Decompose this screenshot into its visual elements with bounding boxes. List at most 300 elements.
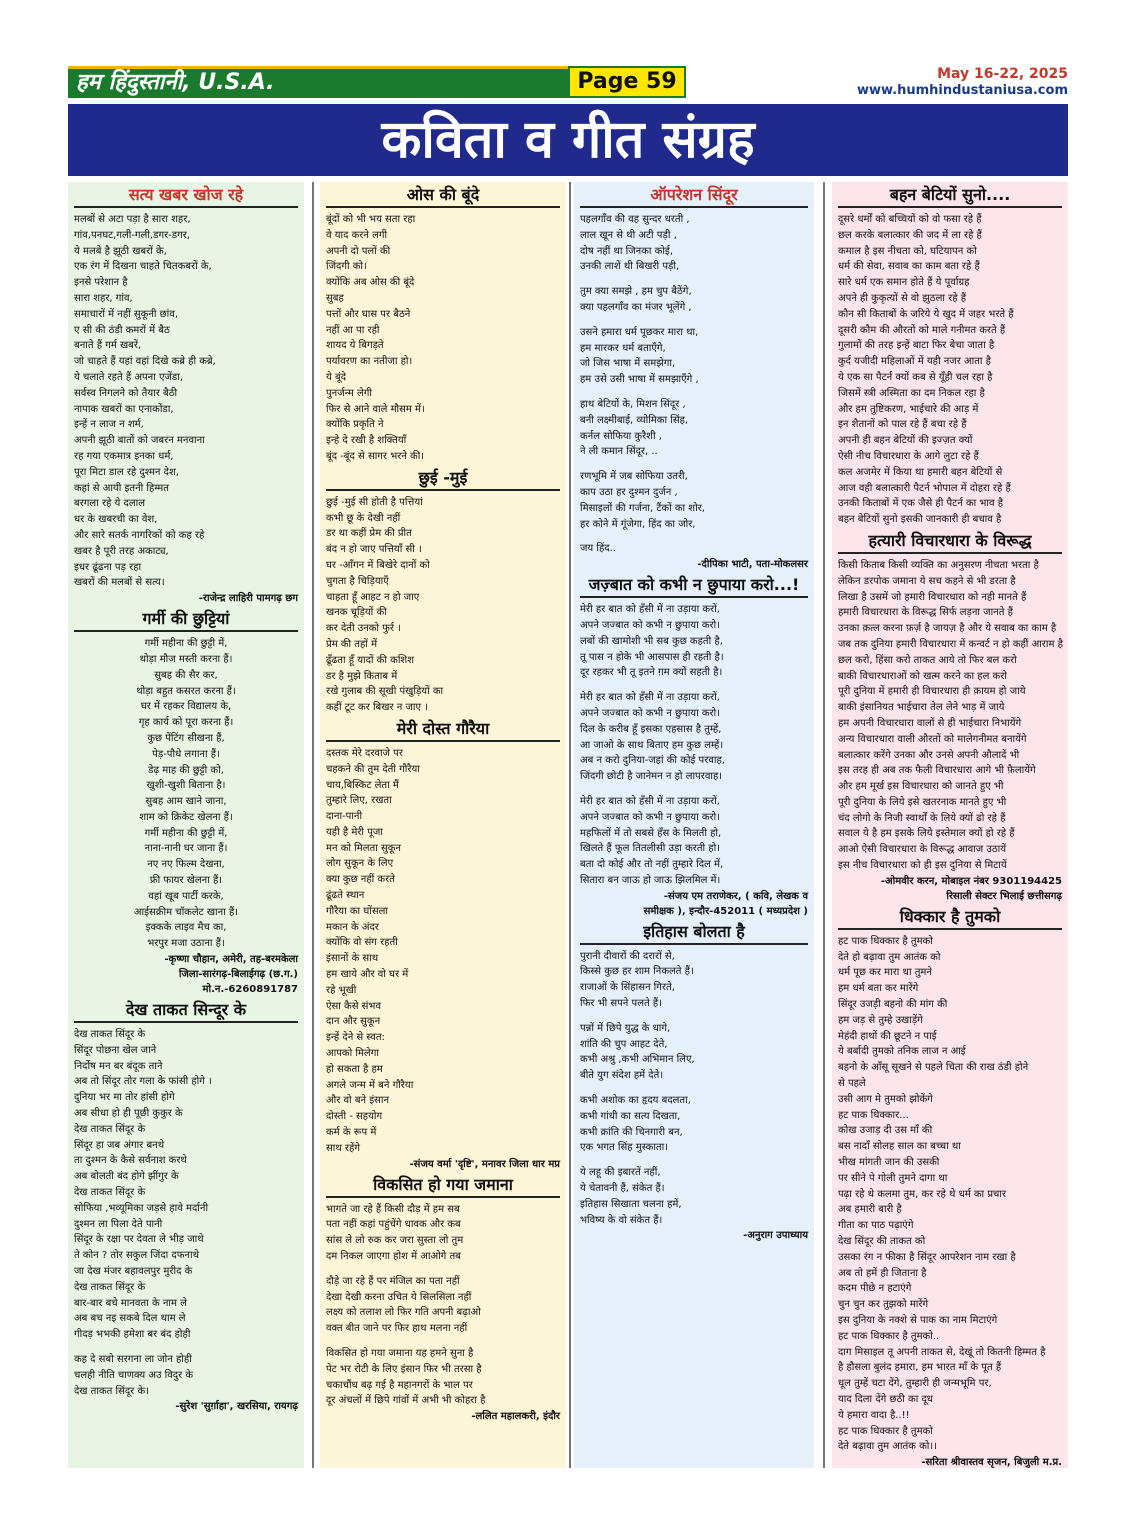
poem-line: सारे धर्म एक समान होते हैं ये पूर्वाग्रह — [838, 277, 970, 289]
poem-line: सिंदूर हा जब अंगार बनथे — [74, 1139, 165, 1151]
poem-title: छुई -मुई — [326, 467, 560, 491]
poem-line: डर था कहीं प्रेम की प्रीत — [326, 528, 412, 540]
poem-line: महफिलों में तो सबसे हँस के मिलती हो, — [580, 827, 722, 839]
poem-line: उनका क़त्ल करना फ़र्ज़ है जायज़ है और ये सवाब का काम है — [838, 623, 1057, 635]
poem-line: घर -आँगन में बिखेरे दानों को — [326, 559, 430, 571]
poem-line: गर्मी महीना की छुट्टी में, — [144, 638, 228, 650]
poem-line: सुबह की सैर कर, — [154, 669, 218, 681]
poem-line: इन्हें देने से स्वत: — [326, 1032, 385, 1044]
poem-title: धिक्कार है तुमको — [838, 906, 1062, 930]
poem-line: देख सिंदूर की ताकत को — [838, 1236, 926, 1248]
poem-line: दिल के करीब हूँ इसका एहसास है तुम्हें, — [580, 723, 722, 735]
poem-line: नए नए फिल्म देखना, — [147, 859, 225, 871]
poem-line: कर्म के रूप में — [326, 1127, 377, 1139]
poem-line: सारा शहर, गांव, — [74, 292, 133, 304]
poem-line: ऐसा कैसे संभव — [326, 1000, 382, 1012]
poem-line: दस्तक मेरे दरवाजे पर — [326, 747, 403, 759]
poem-line: चुगता है चिड़ियाएँ — [326, 575, 389, 587]
poem-line: लोग सुकून के लिए — [326, 858, 394, 870]
author-line: -संजय एम तराणेकर, ( कवि, लेखक व — [663, 890, 808, 902]
poem-line: अब सीधा हो ही पूछी कुकुर के — [74, 1108, 183, 1120]
poem-line: गृह कार्य को पूरा करना हैं। — [138, 717, 234, 729]
poem-line: बाकी इंसानियत भाईचारा तेल लेने भाड़ में जाये — [838, 702, 1005, 714]
poem-line: ये चलाते रहते हैं अपना एजेंडा, — [74, 371, 184, 383]
author-line: समीक्षक ), इन्दौर-452011 ( मध्यप्रदेश ) — [643, 905, 808, 917]
poem-line: कोख उजाड़ दी उस माँ की — [838, 1125, 933, 1137]
poem-line: ये हमारा वादा है..!! — [838, 1409, 910, 1421]
column-divider — [312, 182, 314, 1468]
poem-line: अब तो हमें ही जिताना है — [838, 1267, 927, 1279]
poem-line: पूरा मिटा डाल रहे दुश्मन देश, — [74, 466, 179, 478]
poem-line: डर है मुझे किताब में — [326, 670, 398, 682]
poem-line: बीते युग संदेश हमें देते। — [580, 1070, 664, 1082]
poem-line: हम मारकर धर्म बताएँगे, — [580, 342, 666, 354]
poem-line: शाम को क्रिकेट खेलना हैं। — [139, 811, 233, 823]
poem-line: आईसक्रीम चॉकलेट खाना हैं। — [133, 906, 239, 918]
poem-line: लक्ष्य को तलाश लो फिर गति अपनी बढ़ाओ — [326, 1307, 481, 1319]
poem-line: पत्तों और घास पर बैठने — [326, 308, 411, 320]
poem-line: रखे गुलाब की सूखी पंखुड़ियों का — [326, 686, 444, 698]
poem-line: अब हमारी बारी है — [838, 1204, 902, 1216]
poem-line: फिर भी सपने पलते हैं। — [580, 998, 662, 1010]
poem-line: अपने जज्बात को कभी न छुपाया करो। — [580, 619, 721, 631]
poem-body — [74, 212, 298, 591]
poem-author: -सुरेश 'सुर्ग़ाहा', खरसिया, रायगढ़ — [175, 1401, 298, 1413]
poem-body — [326, 495, 560, 716]
poem-line: पन्नों में छिपे युद्ध के धागे, — [580, 1022, 671, 1034]
poem-line: अपने ही कुकृत्यों से वो झुठला रहे हैं — [838, 292, 967, 304]
poem-line: जब तक दुनिया हमारी विचारधारा में कन्वर्ट न हो कहीं आराम है — [838, 638, 1063, 650]
poem-line: तुम क्या समझे , हम चुप बैठेंगे, — [580, 286, 692, 298]
poem-line: अब न करो दुनिया-जहां की कोई परवाह, — [580, 755, 725, 767]
poem-line: कुछ पेंटिंग सीखना हैं, — [147, 732, 225, 744]
poem-line: मकान के अंदर — [326, 921, 379, 933]
poem-line: बता दो कोई और तो नहीं तुम्हारे दिल में, — [580, 859, 724, 871]
poem-title: इतिहास बोलता है — [580, 921, 808, 945]
poem-line: मेरी हर बात को हँसी में ना उड़ाया करों, — [580, 604, 720, 616]
poem-line: समाचारों में नहीं सुकूनी छांव, — [74, 308, 179, 320]
poem-line: साथ रहेंगे — [326, 1142, 360, 1154]
poem-line: इधर ढूंढना पड़ रहा — [74, 561, 142, 573]
poem-line — [580, 460, 808, 469]
poem-line: थोड़ा बहुत कसरत करना हैं। — [136, 685, 236, 697]
poem-author — [838, 874, 1062, 904]
poem-line: मेहंदी हाथों की छूटने न पाई — [838, 1030, 937, 1042]
poem-line: अपनी ही बहन बेटियों की इज्ज़त क्यों — [838, 435, 973, 447]
poem-line: मलबों से अटा पड़ा है सारा शहर, — [74, 214, 191, 225]
poem-line: खबर है पूरी तरह अकाट्य, — [74, 545, 169, 557]
poem-line: किस्से कुछ हर शाम निकलते हैं। — [580, 966, 694, 978]
poem-line: इंसानों के साथ — [326, 953, 379, 965]
poem-line: रह गया एकमात्र इनका धर्म, — [74, 450, 174, 462]
poem-line: से पहले — [838, 1078, 866, 1090]
poem-line: बनाते हैं गर्म खबरें, — [74, 340, 142, 352]
poem-line: सर्वस्व निगलने को तैयार बैठी — [74, 387, 178, 399]
poem-line: कभी अशोक का हृदय बदलता, — [580, 1095, 691, 1107]
poem-line: हर कोने में गूंजेगा, हिंद का जोर, — [580, 518, 696, 530]
poem-title: विकसित हो गया जमाना — [326, 1174, 560, 1198]
poem-author: -ललित महालकरी, इंदौर — [471, 1411, 560, 1423]
poem-line: दाग मिसाइल तू अपनी ताकत से, देखूं तो कितनी हिम्मत है — [838, 1346, 1046, 1358]
poem-line: उनकी किताबों में एक जैसे ही पैटर्न का भाव है — [838, 498, 1004, 510]
poem-line: तू पास न होके भी आसपास ही रहती है। — [580, 651, 724, 663]
poem-line: धर्म की सेवा, सवाब का काम बता रहे हैं — [838, 261, 980, 273]
poem-line: जय हिंद.. — [580, 543, 616, 555]
poem-line: कभी क्रांति की चिनगारी बन, — [580, 1126, 683, 1138]
poem-line — [580, 388, 808, 397]
poem-line: पर्यावरण का नतीजा हो। — [326, 356, 413, 368]
poem-line: दुश्मन ला पिला देते पानी — [74, 1218, 163, 1230]
poem-line: शांति की चुप आहट देते, — [580, 1038, 668, 1050]
poem-line: पुनर्जन्म लेगी — [326, 387, 372, 399]
issue-date: May 16-22, 2025 — [937, 66, 1068, 82]
poem-line: इन शैतानों को पाल रहे हैं बचा रहे हैं — [838, 419, 967, 431]
poem-author: -राजेन्द्र लाहिरी पामगढ़ छग — [198, 593, 298, 605]
poem-line: बनी लक्ष्मीबाई, व्योमिका सिंह, — [580, 414, 689, 426]
poem-line: भरपुर मजा उठाना हैं। — [147, 938, 225, 950]
poem-title: हत्यारी विचारधारा के विरूद्ध — [838, 530, 1062, 554]
poem-body — [580, 212, 808, 557]
poem-line: यही है मेरी पूजा — [326, 826, 383, 838]
poem-author: -सरिता श्रीवास्तव सृजन, बिजुली म.प्र. — [921, 1457, 1062, 1468]
poem-line: इस दुनिया के नक्शे से पाक का नाम मिटाएंगे — [838, 1315, 998, 1326]
poem-line: सांस ले लो रुक कर जरा सुस्ता लो तुम — [326, 1235, 464, 1247]
poem-line: जो चाहते हैं यहां वहां दिखे कब्रे ही कब्रे, — [74, 356, 216, 368]
poem-line: ढूंढते स्थान — [326, 890, 365, 902]
poem-line: निर्दोष मन बर बंदूक ताने — [74, 1060, 163, 1072]
poem-line: देख ताकत सिंदूर के — [74, 1187, 146, 1199]
poem-line: बहनो के आँसू सूखने से पहले चिता की राख ठंडी होने — [838, 1062, 1029, 1074]
poem-author: -अनुराग उपाध्याय — [743, 1230, 808, 1242]
poem-line: सोफिया ,भव्यूमिका जड़से हावे मर्दानी — [74, 1202, 209, 1214]
column-divider — [569, 182, 571, 1468]
poem-line: दूसरी कौम की औरतों को माले गनीमत करते हैं — [838, 324, 1006, 336]
poem-line: पेट भर रोटी के लिए इंसान फिर भी तरसा है — [326, 1363, 482, 1375]
poem-line: मेरी हर बात को हँसी में ना उड़ाया करों, — [580, 795, 720, 807]
poem-line: लिखा है उसमें जो हमारी विचारधारा को नही मानते हैं — [838, 591, 1027, 603]
author-line: रिसाली सेक्टर भिलाई छत्तीसगढ़ — [946, 890, 1062, 902]
poem-title: बहन बेटियों सुनो.... — [838, 184, 1062, 208]
poem-line: मिसाइलों की गर्जना, टैंकों का शोर, — [580, 502, 705, 514]
poem-line: सुबह — [326, 292, 344, 304]
poem-author — [74, 952, 298, 997]
poem-line: पेड़-पौधे लगाना हैं। — [152, 748, 220, 760]
poem-line: कल अजमेर में किया था हमारी बहन बेटियों से — [838, 466, 1003, 478]
poem-line: उसने हमारा धर्म पूछकर मारा था, — [580, 326, 699, 338]
poem-line: जा देख मंजर बहावलपुर मुरीद के — [74, 1266, 193, 1278]
poem-line: याद दिला देंगे छठी का दूध — [838, 1393, 933, 1405]
poem-line: पुरानी दीवारों की दरारों से, — [580, 950, 675, 962]
poem-line: चकाचौंध बढ़ गई है महानगरों के भाल पर — [326, 1379, 473, 1391]
poem-line: देख ताकत सिंदूर के — [74, 1281, 146, 1293]
poem-line: पर सीने पे गोली तुमने दागा था — [838, 1172, 948, 1184]
poem-body — [838, 212, 1062, 528]
poem-line: भीख मांगती जान की उसकी — [838, 1157, 940, 1169]
poem-line: गुलामों की तरह इन्हें बाटा फिर बेचा जाता है — [838, 340, 995, 352]
poem-line: ये लहू की इबारतें नहीं, — [580, 1167, 661, 1179]
poem-line: वे याद करने लगी — [326, 229, 388, 241]
poem-line — [580, 785, 808, 794]
poem-line: खिलते हैं फूल तितलीसी उड़ा करती हो। — [580, 843, 721, 855]
poem-line: सवाल ये है हम इसके लिये इस्तेमाल क्यों हो रहे हैं — [838, 828, 1015, 840]
poem-line: खनक चूड़ियों की — [326, 607, 387, 619]
poem-line — [326, 1265, 560, 1274]
author-line: -कृष्णा चौहान, अमेरी, तह-बरमकेला — [164, 954, 298, 966]
poem-line: दोस्ती - सहयोग — [326, 1111, 383, 1123]
poem-line: कुर्द यजीदी महिलाओं में यही नजर आता है — [838, 356, 991, 368]
poem-line: चाय,बिस्किट लेता मैं — [326, 779, 399, 791]
column-3 — [574, 182, 814, 1468]
poem-line: एक रंग में दिखना चाहते चितकबरों के, — [74, 261, 212, 273]
poem-line: डेढ़ माह की छुट्टी को, — [148, 764, 224, 776]
poem-line: है हौसला बुलंद हमारा, हम भारत माँ के पूत हैं — [838, 1362, 1002, 1374]
poem-line: जिंदगी छोटी है जानेमन न हो लापरवाह। — [580, 771, 723, 783]
poem-body — [580, 949, 808, 1229]
poem-line — [580, 275, 808, 284]
poem-line: इस नीच विचारधारा को ही इस दुनिया से मिटायें — [838, 860, 1007, 872]
poem-line: हट पाक धिक्कार है तुमको — [838, 1425, 933, 1437]
poem-line: हम अपनी विचारधारा वालों से ही भाईचारा निभायेंगे — [838, 717, 1022, 729]
brand-name: हम हिंदुस्तानी, U.S.A. — [68, 66, 568, 98]
poem-line: हाथ बेटियों के, मिशन सिंदूर , — [580, 398, 686, 410]
poem-line: देते हो बढ़ावा तुम आतंक को — [838, 951, 941, 963]
poem-title: मेरी दोस्त गौरैया — [326, 718, 560, 742]
poem-line: पहलगाँव की वह सुन्दर धरती , — [580, 214, 690, 225]
column-1 — [68, 182, 304, 1468]
poem-line: थोड़ा मौज मस्ती करना हैं। — [139, 653, 233, 665]
poem-line: प्रेम की तहों में — [326, 638, 378, 650]
poem-line: आओ ऐसी विचारधारा के विरूद्ध आवाज उठायें — [838, 844, 1007, 856]
poem-line: दम निकल जाएगा होश में आओगे तब — [326, 1251, 461, 1263]
poem-line: दाना-पानी — [326, 811, 363, 823]
poem-line: सिंदूर उजड़ी बहनो की मांग की — [838, 999, 948, 1011]
poem-line: नापाक खबरों का एनाकोंडा, — [74, 403, 174, 415]
poem-line: इन्हें न लाज न शर्म, — [74, 419, 144, 431]
poem-line: एक भगत सिंह मुस्काता। — [580, 1142, 668, 1154]
poem-line: आज वही बलात्कारी पैटर्न भोपाल में दोहरा रहे हैं — [838, 482, 1011, 494]
poem-line: ते कोन ? तोर सकुल जिंदा दफनाथे — [74, 1250, 199, 1262]
author-line: जिला-सारंगढ़-बिलाईगढ़ (छ.ग.) — [178, 969, 298, 981]
poem-line: हम खाये और वो घर में — [326, 969, 409, 981]
poem-line: देते बढ़ावा तुम आतंक को।। — [838, 1441, 937, 1453]
poem-line — [580, 532, 808, 541]
poem-line: हट पाक धिक्कार है तुमको.. — [838, 1330, 940, 1342]
poem-line: सुबह आम खाने जाना, — [145, 796, 227, 808]
column-2 — [320, 182, 566, 1468]
author-line: मो.न.-6260891787 — [202, 984, 298, 996]
poem-line: रणभूमि में जब सोफिया उतरी, — [580, 471, 688, 483]
poem-line: चाहता हूँ आहट न हो जाए — [326, 591, 420, 603]
poem-title: देख ताकत सिन्दूर के — [74, 999, 298, 1023]
poem-line: लेकिन डरपोक जमाना ये सच कहने से भी डरता है — [838, 575, 1016, 587]
poem-line: क्योंकि प्रकृति ने — [326, 419, 384, 431]
poem-line: कभी छू के देखी नहीं — [326, 512, 401, 524]
poem-line: लबों की खामोशी भी सब कुछ कहती है, — [580, 635, 723, 647]
poem-body — [74, 636, 298, 952]
poem-line: गांव,पनघट,गली-गली,डगर-डगर, — [74, 229, 191, 241]
poem-line — [74, 1343, 298, 1352]
poem-line: इनसे परेशान है — [74, 277, 128, 289]
poem-line: नहीं आ पा रही — [326, 324, 380, 336]
poem-line: गौरैया का घोंसला — [326, 905, 388, 917]
poem-line — [580, 681, 808, 690]
poem-title: ओस की बूंदे — [326, 184, 560, 208]
poem-line: बरगला रहे ये दलाल — [74, 498, 145, 510]
poem-line: इस तरह ही अब तक फैली विचारधारा आगे भी फ़ैलायेंगे — [838, 765, 1036, 777]
poem-line: वहां खूब पार्टी करके, — [148, 890, 224, 902]
poem-line: उनकी लाशें थी बिखरी पड़ी, — [580, 261, 680, 273]
poem-line: ये एक सा पैटर्न क्यों कब से यूँही चल रहा है — [838, 371, 993, 383]
column-4 — [832, 182, 1068, 1468]
poem-line: कर्नल सोफिया कुरैशी , — [580, 430, 662, 442]
poem-line: फ्री फायर खेलना हैं। — [149, 875, 223, 887]
poem-body — [326, 1202, 560, 1410]
poem-line: जो जिस भाषा में समझेगा, — [580, 358, 676, 370]
poem-line: इन्हे दे रखी है शक्तियाँ — [326, 435, 407, 447]
poem-line: ने ली कमान सिंदूर, .. — [580, 446, 658, 458]
poem-line: बहन बेटियों सुनो इसकी जानकारी ही बचाव है — [838, 514, 1002, 526]
poem-line: दौड़े जा रहे हैं पर मंजिल का पता नहीं — [326, 1275, 460, 1287]
poem-line: गर्मी महीना की छुट्टी में, — [144, 827, 228, 839]
poem-line: कह दे सबो सरगना ला जोन होही — [74, 1354, 192, 1365]
poem-line: ये चेतावनी हैं, संकेत हैं। — [580, 1183, 665, 1195]
poem-line: हो सकता है हम — [326, 1063, 383, 1075]
poem-line: नाना-नानी घर जाना हैं। — [144, 843, 228, 855]
poem-line: अपने जज्बात को कभी न छुपाया करो। — [580, 811, 721, 823]
poem-line: चुन चुन कर तुझको मारेंगे — [838, 1299, 929, 1311]
poem-line: हट पाक धिक्कार है तुमको — [838, 935, 933, 947]
column-divider — [823, 182, 825, 1468]
poem-line: कमाल है इस नीचता को, घटियापन को — [838, 245, 977, 257]
poem-body — [838, 934, 1062, 1455]
poem-line: कर देती उनको फुर्र । — [326, 623, 401, 635]
poem-line: जिसमें स्त्री अस्मिता का दम निकल रहा है — [838, 387, 985, 399]
poem-line: सितारा बन जाऊ हो जाऊ झिलमिल में। — [580, 874, 721, 886]
poem-body — [580, 602, 808, 889]
poem-line: लाल खून से थी अटी पड़ी , — [580, 229, 677, 241]
poem-title: सत्य खबर खोज रहे — [74, 184, 298, 208]
poem-line: हम उसे उसी भाषा में समझाएँगे , — [580, 374, 699, 386]
poem-line: बार-बार बचे मानवता के नाम ले — [74, 1297, 187, 1309]
poem-line: बूंद -बूंद से सागर भरने की। — [326, 450, 425, 462]
poem-line: दोष नहीं था जिनका कोई, — [580, 245, 674, 257]
poem-line: धर्म पूछ कर मारा था तुमने — [838, 967, 932, 979]
poem-line: दान और सुकून — [326, 1016, 381, 1028]
poem-line: फिर से आने वाले मौसम में। — [326, 403, 425, 415]
poem-line: बाकी विचारधाराओं को खत्म करने का हल करो — [838, 670, 1007, 682]
poem-line: बस नादाँ सोलह साल का बच्चा था — [838, 1141, 961, 1153]
poem-line: दूसरे धर्मों को बच्चियों को वो फसा रहे हैं — [838, 214, 982, 225]
poem-line: देखा देखी करना उचित ये सिलसिला नहीं — [326, 1291, 472, 1303]
poem-line — [326, 1337, 560, 1346]
poem-line: पूरी दुनिया में हमारी ही विचारधारा ही क़ायम हो जाये — [838, 686, 1026, 698]
poem-author: -संजय वर्मा 'दृष्टि', मनावर जिला धार मप्र — [409, 1158, 560, 1170]
poem-line: अपनी दो पलों की — [326, 245, 391, 257]
poem-line: विकसित हो गया जमाना यह हमने सुना है — [326, 1348, 474, 1359]
poem-line: पता नहीं कहां पहुंचेंगे धावक और कब — [326, 1219, 461, 1231]
poem-line: अगले जन्म में बने गौरैया — [326, 1079, 414, 1091]
poem-line: दूर रहकर भी तू इतने ग़म क्यों सहती है। — [580, 667, 723, 679]
poem-line: कभी अश्रु ,कभी अभिमान लिए, — [580, 1054, 695, 1066]
poem-line: अब बच नइ सकबे दिल थाम ले — [74, 1313, 186, 1325]
poem-line: काप उठा हर दुश्मन दुर्जन , — [580, 486, 678, 498]
poem-line: अपने जज्बात को कभी न छुपाया करो। — [580, 707, 721, 719]
poem-line: चलही नीति चाणक्य अउ विदुर के — [74, 1369, 194, 1381]
poem-line: अब बोलती बंद होगे झींगुर के — [74, 1171, 179, 1183]
poem-line: ये मलबे है झूठी खबरों के, — [74, 245, 167, 257]
poem-line: बलात्कार करेंगे उनका और उनसे अपनी औलादें भी — [838, 749, 1020, 761]
poem-line: और वो बने इंसान — [326, 1095, 390, 1107]
poem-line: रहे भूखी — [326, 984, 357, 996]
poem-line: भविष्य के वो संकेत हैं। — [580, 1214, 663, 1226]
poem-line: क्योंकि अब ओस की बूंदे — [326, 277, 415, 289]
poem-line: क्या पहलगाँव का मंजर भूलेंगे , — [580, 301, 692, 313]
poem-line: हम धर्म बता कर मारेंगे — [838, 983, 919, 995]
poem-body — [74, 1027, 298, 1399]
poem-line: इतिहास सिखाता चलना हमें, — [580, 1198, 682, 1210]
poem-line: कभी गांधी का सत्य दिखता, — [580, 1110, 681, 1122]
poem-line: बूंदों को भी भय सता रहा — [326, 214, 416, 225]
poem-line: चंद लोगो के निजी स्वार्थों के लिये क्यों ढो रहे हैं — [838, 812, 1006, 824]
poem-line: चहकने की तुम देती गौरैया — [326, 763, 420, 775]
poem-line: क्योंकि वो संग रहती — [326, 937, 398, 949]
poem-line: हट पाक धिक्कार... — [838, 1109, 909, 1121]
poem-line: तुम्हारे लिए, रखता — [326, 795, 392, 807]
poem-line: ढूँढता हूँ यादों की कशिश — [326, 654, 415, 666]
poem-line: दूर अंचलों में छिपे गांवों में अभी भी कोहरा है — [326, 1395, 486, 1407]
poem-line: हमारी विचारधारा के विरूद्ध सिर्फ लड़ना जानते हैं — [838, 607, 1013, 619]
poem-line: देख ताकत सिंदूर के — [74, 1123, 146, 1135]
poem-line: जिंदगी को। — [326, 261, 367, 273]
poem-line: धूल तुम्हें चटा देंगे, तुम्हारी ही जन्मभूमि पर, — [838, 1378, 992, 1390]
poem-line: खबरों की मलबों से सत्य। — [74, 577, 165, 589]
poem-line: आ जाओ के साथ बिताए हम कुछ लम्हें। — [580, 739, 724, 751]
poem-line: कहीं टूट कर बिखर न जाए । — [326, 702, 428, 714]
author-line: -ओमवीर करन, मोबाइल नंबर 9301194425 — [880, 875, 1062, 887]
poem-line: मन को मिलता सुकून — [326, 842, 401, 854]
poem-line: देख ताकत सिंदूर के। — [74, 1385, 149, 1397]
poem-line: वक्त बीत जाने पर फिर हाथ मलना नहीं — [326, 1323, 468, 1335]
poem-line: घर में रहकर विद्यालय के, — [140, 701, 232, 713]
poem-line: अन्य विचारधारा वाली औरतों को मालेगनीमत बनायेंगे — [838, 733, 1027, 745]
section-banner: कविता व गीत संग्रह — [68, 104, 1068, 176]
poem-author — [580, 889, 808, 919]
masthead — [68, 66, 1068, 98]
poem-line: सिंदूर के रक्षा पर देवता ले भीड़ जाथे — [74, 1234, 204, 1246]
poem-body — [838, 558, 1062, 874]
page-number: Page 59 — [568, 66, 686, 98]
poem-line: इक्कके लाइव मैच का, — [145, 922, 227, 934]
poem-line: धर के खबरची का वेश, — [74, 514, 158, 526]
poem-line: कदम पीछे न हटाएंगे — [838, 1283, 912, 1295]
poem-line: किसी किताब किसी व्यक्ति का अनुसरण नीचता भरता है — [838, 559, 1039, 571]
poem-line: मेरी हर बात को हँसी में ना उड़ाया करों, — [580, 692, 720, 704]
poem-body — [326, 746, 560, 1157]
poem-line: ता दुश्मन के कैसे सर्वनाश करथे — [74, 1155, 187, 1167]
poem-line — [580, 1084, 808, 1093]
website-link[interactable]: www.humhindustaniusa.com — [856, 83, 1068, 98]
poem-line: अब तो सिंदूर तोर गला के फांसी होगे । — [74, 1076, 212, 1088]
poem-line: उसी आग मे तुमको झोकेंगे — [838, 1093, 933, 1105]
poem-line: शायद ये बिगड़ते — [326, 340, 384, 352]
poem-line: खुशी-खुशी बिताना है। — [146, 780, 226, 792]
poem-line: छुई -मुई सी होती है पत्तियां — [326, 496, 423, 508]
poem-title: गर्मी की छुट्टियां — [74, 608, 298, 632]
poem-title: ऑपरेशन सिंदूर — [580, 184, 808, 208]
poem-line — [580, 316, 808, 325]
poem-line: छल करके बलात्कार की जद में ला रहे हैं — [838, 229, 982, 241]
poem-line: ए सी की ठंडी कमरों में बैठ — [74, 324, 170, 336]
